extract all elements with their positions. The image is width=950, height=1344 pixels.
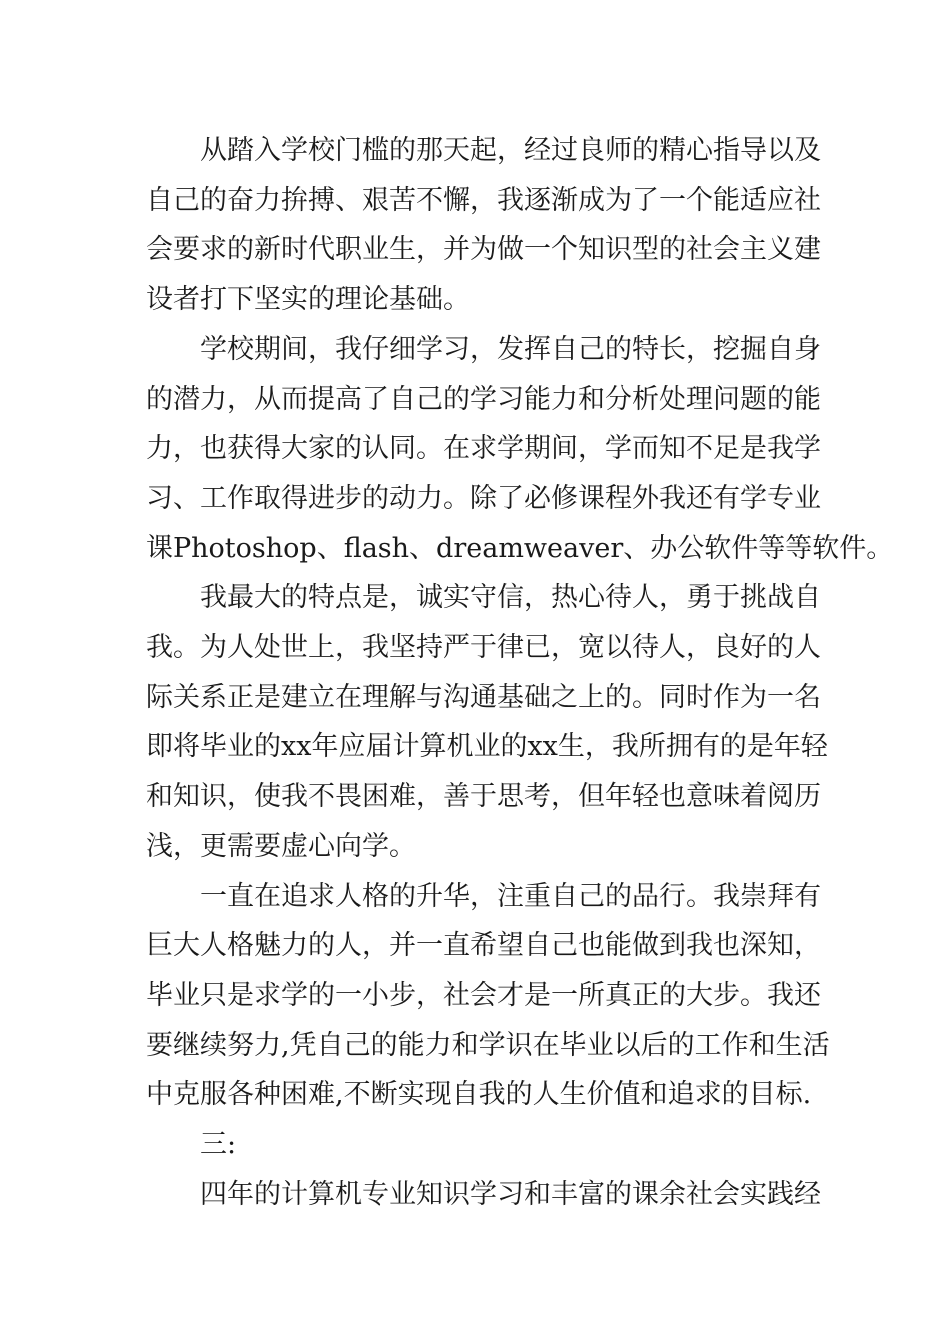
text-line: 会要求的新时代职业生，并为做一个知识型的社会主义建 (146, 234, 821, 266)
text-line: 即将毕业的xx年应届计算机业的xx生，我所拥有的是年轻 (146, 731, 828, 763)
text-line: 一直在追求人格的升华，注重自己的品行。我崇拜有 (200, 880, 821, 912)
text-line: 从踏入学校门槛的那天起，经过良师的精心指导以及 (200, 135, 821, 166)
text-line: 学校期间，我仔细学习，发挥自己的特长，挖掘自身 (200, 333, 821, 365)
text-line: 要继续努力,凭自己的能力和学识在毕业以后的工作和生活 (146, 1029, 830, 1061)
text-line: 四年的计算机专业知识学习和丰富的课余社会实践经 (200, 1178, 821, 1210)
text-line: 我。为人处世上，我坚持严于律已，宽以待人，良好的人 (146, 632, 821, 664)
text-line: 和知识，使我不畏困难，善于思考，但年轻也意味着阅历 (146, 781, 821, 813)
text-line: 自己的奋力拚搏、艰苦不懈，我逐渐成为了一个能适应社 (146, 184, 821, 216)
text-line: 习、工作取得进步的动力。除了必修课程外我还有学专业 (146, 482, 821, 514)
text-line: 设者打下坚实的理论基础。 (146, 284, 470, 316)
text-line: 浅，更需要虚心向学。 (146, 830, 416, 862)
paragraph-2 (146, 325, 894, 574)
paragraph-3 (146, 573, 828, 871)
text-line: 我最大的特点是，诚实守信，热心待人，勇于挑战自 (200, 582, 821, 614)
text-line: 际关系正是建立在理解与沟通基础之上的。同时作为一名 (146, 681, 821, 713)
text-line: 巨大人格魅力的人，并一直希望自己也能做到我也深知， (146, 930, 821, 962)
paragraph-1 (146, 126, 821, 325)
paragraph-5 (146, 1170, 821, 1220)
text-line: 课Photoshop、flash、dreamweaver、办公软件等等软件。 (146, 532, 894, 564)
text-line: 的潜力，从而提高了自己的学习能力和分析处理问题的能 (146, 383, 821, 415)
section-heading (146, 1120, 808, 1170)
document-body (146, 126, 894, 1219)
paragraph-4 (146, 872, 830, 1121)
text-line: 三: (200, 1129, 237, 1161)
text-line: 毕业只是求学的一小步，社会才是一所真正的大步。我还 (146, 979, 821, 1011)
text-line: 力，也获得大家的认同。在求学期间，学而知不足是我学 (146, 433, 821, 465)
text-line: 中克服各种困难,不断实现自我的人生价值和追求的目标. (146, 1079, 812, 1111)
